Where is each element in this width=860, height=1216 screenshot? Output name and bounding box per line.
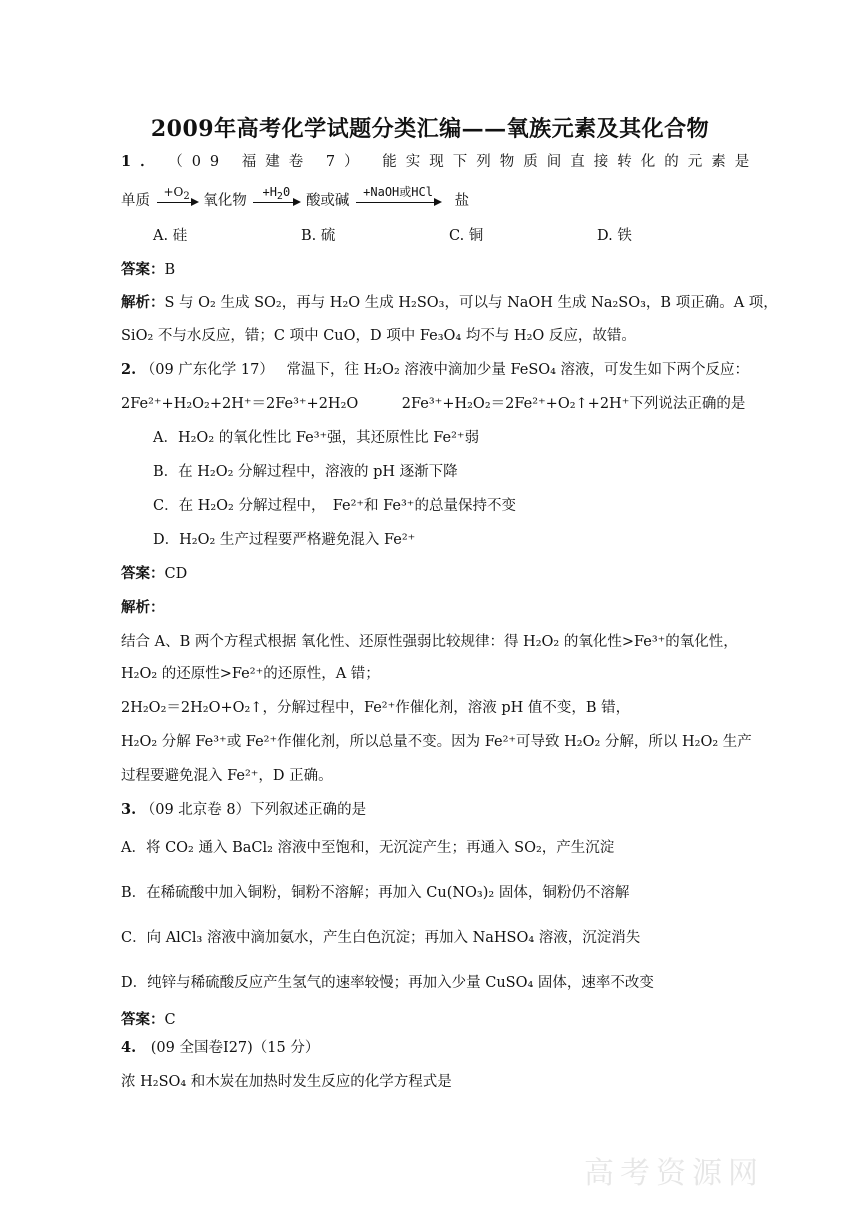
q1-source: （09 福建卷 7）: [168, 154, 368, 170]
page-title: 2009年高考化学试题分类汇编——氧族元素及其化合物: [150, 116, 710, 142]
q1-stem: 能实现下列物质间直接转化的元素是: [382, 154, 759, 170]
chain-arrow-2: $+H_20$: [253, 199, 299, 203]
chain-step-4: 盐: [454, 193, 470, 209]
q3-option-b: B．在稀硫酸中加入铜粉，铜粉不溶解；再加入 Cu(NO₃)₂ 固体，铜粉仍不溶解: [121, 885, 630, 901]
q1-conversion-chain: [121, 185, 470, 211]
chain-arrow-3: +NaOH或HCl: [356, 199, 440, 203]
q1-number: 1．: [121, 153, 164, 170]
q2-analysis-5: 过程要避免混入 Fe²⁺，D 正确。: [121, 768, 333, 784]
q2-answer: 答案：CD: [121, 565, 188, 582]
q2-analysis-label: 解析：: [121, 599, 165, 616]
q1-analysis-2: SiO₂ 不与水反应，错；C 项中 CuO，D 项中 Fe₃O₄ 均不与 H₂O 反应，故错。: [121, 328, 636, 344]
q1-analysis-1: 解析：S 与 O₂ 生成 SO₂，再与 H₂O 生成 H₂SO₃，可以与 NaOH 生成 Na₂SO₃，B 项正确。A 项，: [121, 294, 778, 311]
q1-options: [153, 226, 745, 246]
q3-answer: 答案：C: [121, 1011, 176, 1028]
watermark: 高考资源网: [584, 1156, 764, 1191]
q4-source: (09 全国卷Ⅰ27)（15 分）: [150, 1040, 320, 1056]
q3-option-a: A．将 CO₂ 通入 BaCl₂ 溶液中至饱和，无沉淀产生；再通入 SO₂，产生沉淀: [121, 840, 615, 856]
q4-number: 4.: [121, 1039, 137, 1056]
q3-option-c: C．向 AlCl₃ 溶液中滴加氨水，产生白色沉淀；再加入 NaHSO₄ 溶液，沉淀消失: [121, 930, 641, 946]
q3-number: 3.: [121, 801, 137, 818]
q2-analysis-2: H₂O₂ 的还原性>Fe²⁺的还原性，A 错；: [121, 666, 380, 682]
chain-step-2: 氧化物: [203, 193, 247, 209]
q1-option-d: D. 铁: [597, 228, 632, 244]
q2-analysis-1: 结合 A、B 两个方程式根据 氧化性、还原性强弱比较规律：得 H₂O₂ 的氧化性>Fe³⁺的氧化性，: [121, 634, 738, 650]
q1-option-a: A. 硅: [153, 228, 188, 244]
q1-option-b: B. 硫: [301, 228, 336, 244]
q1-answer: 答案：B: [121, 261, 176, 278]
q2-option-c: C．在 H₂O₂ 分解过程中， Fe²⁺和 Fe³⁺的总量保持不变: [153, 498, 516, 514]
q2-stem: 常温下，往 H₂O₂ 溶液中滴加少量 FeSO₄ 溶液，可发生如下两个反应：: [286, 362, 750, 378]
chain-arrow-1: $+O_2$: [157, 199, 197, 203]
q2-source: （09 广东化学 17）: [140, 362, 274, 378]
q3-option-d: D．纯锌与稀硫酸反应产生氢气的速率较慢；再加入少量 CuSO₄ 固体，速率不改变: [121, 975, 654, 991]
q4-stem: 浓 H₂SO₄ 和木炭在加热时发生反应的化学方程式是: [121, 1074, 452, 1090]
chain-step-3: 酸或碱: [305, 193, 350, 209]
chain-step-1: 单质: [121, 193, 150, 209]
q2-number: 2.: [121, 361, 137, 378]
q4-header: [121, 1038, 319, 1058]
q2-option-d: D．H₂O₂ 生产过程要严格避免混入 Fe²⁺: [153, 532, 416, 548]
q1-option-c: C. 铜: [449, 228, 484, 244]
q2-reactions: 2Fe²⁺+H₂O₂+2H⁺＝2Fe³⁺+2H₂O 2Fe³⁺+H₂O₂＝2Fe²⁺+O₂↑+2H⁺下列说法正确的是: [121, 396, 746, 412]
q3-source: （09 北京卷 8）: [140, 802, 251, 818]
q3-stem-line: [121, 800, 366, 820]
q2-analysis-3: 2H₂O₂＝2H₂O+O₂↑，分解过程中，Fe²⁺作催化剂，溶液 pH 值不变，B 错，: [121, 700, 631, 716]
q2-option-a: A．H₂O₂ 的氧化性比 Fe³⁺强，其还原性比 Fe²⁺弱: [153, 430, 480, 446]
q2-option-b: B．在 H₂O₂ 分解过程中，溶液的 pH 逐渐下降: [153, 464, 458, 480]
q1-stem-line: [121, 152, 758, 172]
q2-stem-line: [121, 360, 749, 380]
q3-stem: 下列叙述正确的是: [250, 802, 367, 818]
q2-analysis-4: H₂O₂ 分解 Fe³⁺或 Fe²⁺作催化剂，所以总量不变。因为 Fe²⁺可导致 H₂O₂ 分解，所以 H₂O₂ 生产: [121, 734, 752, 750]
